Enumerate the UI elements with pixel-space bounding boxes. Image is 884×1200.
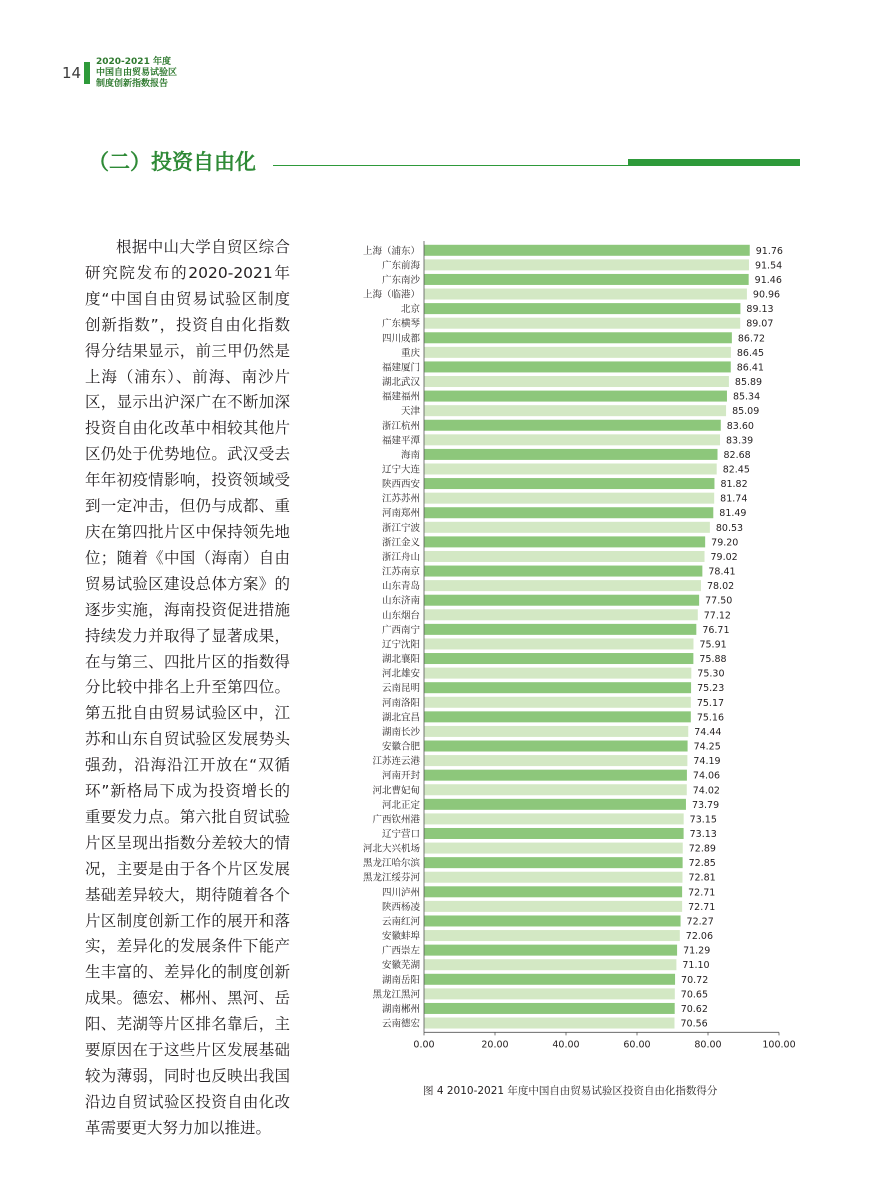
bar bbox=[424, 770, 687, 781]
bar bbox=[424, 959, 676, 970]
bar bbox=[424, 930, 680, 941]
value-label: 71.29 bbox=[683, 945, 711, 957]
category-label: 浙江舟山 bbox=[381, 551, 420, 563]
category-label: 河北雄安 bbox=[381, 668, 420, 680]
category-label: 广西南宁 bbox=[381, 624, 420, 636]
category-label: 广西崇左 bbox=[381, 945, 420, 957]
value-label: 80.53 bbox=[715, 522, 744, 534]
bar bbox=[424, 988, 675, 999]
category-label: 广东横琴 bbox=[381, 318, 420, 330]
category-label: 重庆 bbox=[400, 347, 420, 359]
value-label: 72.71 bbox=[688, 901, 716, 913]
value-label: 82.45 bbox=[722, 464, 750, 476]
bar bbox=[424, 507, 713, 518]
value-label: 76.71 bbox=[702, 624, 730, 636]
bar bbox=[424, 799, 686, 810]
bar bbox=[424, 784, 687, 795]
value-label: 86.41 bbox=[736, 362, 764, 374]
x-tick-label: 60.00 bbox=[623, 1039, 651, 1051]
category-label: 湖北武汉 bbox=[381, 377, 420, 389]
report-title-line: 2020-2021 年度 bbox=[96, 57, 171, 67]
value-label: 81.82 bbox=[720, 479, 748, 491]
x-tick-label: 40.00 bbox=[552, 1039, 580, 1051]
bar bbox=[424, 1018, 674, 1029]
value-label: 72.71 bbox=[688, 887, 716, 899]
bar bbox=[424, 551, 705, 562]
report-title bbox=[96, 57, 177, 90]
bar bbox=[424, 536, 705, 547]
bar bbox=[424, 274, 749, 285]
value-label: 85.09 bbox=[732, 406, 760, 418]
bar bbox=[424, 609, 698, 620]
title-rule-accent bbox=[628, 159, 800, 166]
bar bbox=[424, 595, 699, 606]
category-label: 四川成都 bbox=[381, 333, 420, 345]
x-tick-label: 20.00 bbox=[481, 1039, 509, 1051]
value-label: 82.68 bbox=[723, 449, 751, 461]
value-label: 73.15 bbox=[689, 814, 717, 826]
value-label: 85.89 bbox=[734, 377, 763, 389]
category-label: 黑龙江哈尔滨 bbox=[362, 858, 420, 870]
value-label: 81.49 bbox=[719, 508, 747, 520]
value-label: 83.60 bbox=[726, 420, 754, 432]
category-label: 安徽合肥 bbox=[381, 741, 420, 753]
category-label: 广东南沙 bbox=[381, 274, 420, 286]
bar bbox=[424, 813, 684, 824]
category-label: 浙江金义 bbox=[381, 537, 420, 549]
header-accent-bar bbox=[84, 62, 90, 84]
value-label: 89.07 bbox=[746, 318, 774, 330]
category-label: 湖南长沙 bbox=[381, 726, 420, 738]
bar bbox=[424, 653, 693, 664]
category-label: 河南开封 bbox=[381, 770, 420, 782]
page-number: 14 bbox=[62, 64, 82, 82]
value-label: 72.06 bbox=[685, 931, 714, 943]
bar bbox=[424, 332, 732, 343]
body-text bbox=[85, 235, 290, 1142]
category-label: 山东烟台 bbox=[381, 610, 420, 622]
value-label: 74.06 bbox=[692, 770, 721, 782]
value-label: 75.17 bbox=[696, 697, 725, 709]
category-label: 辽宁沈阳 bbox=[381, 639, 420, 651]
value-label: 85.34 bbox=[732, 391, 761, 403]
bar bbox=[424, 697, 691, 708]
bar bbox=[424, 974, 675, 985]
report-title-line: 中国自由贸易试验区 bbox=[96, 68, 178, 78]
value-label: 89.13 bbox=[746, 304, 774, 316]
bar bbox=[424, 682, 691, 693]
bar bbox=[424, 376, 729, 387]
value-label: 90.96 bbox=[752, 289, 781, 301]
category-label: 湖北襄阳 bbox=[381, 654, 420, 666]
category-label: 上海（临港） bbox=[362, 289, 420, 301]
value-label: 81.74 bbox=[720, 493, 748, 505]
category-label: 安徽蚌埠 bbox=[381, 931, 420, 943]
bar bbox=[424, 405, 726, 416]
report-title-line: 制度创新指数报告 bbox=[96, 79, 169, 89]
x-tick-label: 80.00 bbox=[694, 1039, 722, 1051]
value-label: 79.20 bbox=[711, 537, 739, 549]
category-label: 海南 bbox=[400, 449, 420, 461]
bar bbox=[424, 391, 727, 402]
value-label: 75.88 bbox=[699, 654, 727, 666]
category-label: 上海（浦东） bbox=[362, 245, 420, 257]
bar bbox=[424, 668, 691, 679]
bar bbox=[424, 857, 683, 868]
bar bbox=[424, 289, 747, 300]
value-label: 73.13 bbox=[689, 828, 717, 840]
x-tick-label: 0.00 bbox=[413, 1039, 435, 1051]
bar bbox=[424, 478, 714, 489]
value-label: 86.72 bbox=[737, 333, 766, 345]
bar bbox=[424, 711, 691, 722]
bar bbox=[424, 361, 731, 372]
bar bbox=[424, 755, 687, 766]
value-label: 74.19 bbox=[693, 756, 721, 768]
category-label: 福建平潭 bbox=[381, 435, 420, 447]
value-label: 83.39 bbox=[726, 435, 754, 447]
bar bbox=[424, 303, 740, 314]
value-label: 74.02 bbox=[692, 785, 720, 797]
bar bbox=[424, 901, 682, 912]
value-label: 75.30 bbox=[697, 668, 725, 680]
category-label: 福建福州 bbox=[381, 391, 420, 403]
bar bbox=[424, 945, 677, 956]
value-label: 71.10 bbox=[682, 960, 710, 972]
category-label: 福建厦门 bbox=[381, 362, 420, 374]
category-label: 江苏苏州 bbox=[381, 493, 420, 505]
value-label: 78.41 bbox=[708, 566, 736, 578]
bar bbox=[424, 726, 688, 737]
category-label: 河北曹妃甸 bbox=[372, 785, 420, 797]
value-label: 72.89 bbox=[688, 843, 716, 855]
value-label: 75.23 bbox=[697, 683, 725, 695]
value-label: 73.79 bbox=[691, 799, 720, 811]
category-label: 云南德宏 bbox=[381, 1018, 420, 1030]
value-label: 79.02 bbox=[710, 551, 738, 563]
category-label: 湖南郴州 bbox=[381, 1003, 420, 1015]
category-label: 河北正定 bbox=[381, 799, 420, 811]
category-label: 湖北宜昌 bbox=[381, 712, 420, 724]
figure-caption: 图 4 2010-2021 年度中国自由贸易试验区投资自由化指数得分 bbox=[423, 1085, 718, 1097]
bar bbox=[424, 347, 731, 358]
category-label: 天津 bbox=[400, 406, 420, 418]
category-label: 江苏南京 bbox=[381, 566, 420, 578]
category-label: 湖南岳阳 bbox=[381, 974, 420, 986]
category-label: 黑龙江绥芬河 bbox=[362, 872, 420, 884]
category-label: 山东济南 bbox=[381, 595, 420, 607]
section-title: （二）投资自由化 bbox=[88, 150, 256, 174]
bar bbox=[424, 493, 714, 504]
value-label: 74.25 bbox=[693, 741, 721, 753]
value-label: 91.76 bbox=[755, 245, 783, 257]
bar bbox=[424, 828, 684, 839]
value-label: 70.72 bbox=[681, 974, 709, 986]
category-label: 河南郑州 bbox=[381, 508, 420, 520]
bar bbox=[424, 463, 717, 474]
category-label: 浙江宁波 bbox=[381, 522, 420, 534]
value-label: 70.62 bbox=[680, 1003, 708, 1015]
bar bbox=[424, 420, 721, 431]
bar bbox=[424, 566, 702, 577]
category-label: 浙江杭州 bbox=[381, 420, 420, 432]
category-label: 云南红河 bbox=[381, 916, 420, 928]
category-label: 辽宁大连 bbox=[381, 464, 420, 476]
value-label: 91.46 bbox=[754, 274, 782, 286]
value-label: 72.27 bbox=[686, 916, 714, 928]
value-label: 75.16 bbox=[696, 712, 725, 724]
bar bbox=[424, 449, 718, 460]
bar bbox=[424, 245, 750, 256]
bar bbox=[424, 741, 688, 752]
category-label: 云南昆明 bbox=[381, 683, 420, 695]
category-label: 陕西西安 bbox=[381, 479, 420, 491]
category-label: 山东青岛 bbox=[381, 581, 420, 593]
category-label: 广西钦州港 bbox=[372, 814, 420, 826]
value-label: 78.02 bbox=[706, 581, 735, 593]
value-label: 86.45 bbox=[736, 347, 765, 359]
bar bbox=[424, 872, 682, 883]
bar bbox=[424, 259, 749, 270]
value-label: 77.12 bbox=[703, 610, 731, 622]
value-label: 75.91 bbox=[699, 639, 727, 651]
bar bbox=[424, 843, 683, 854]
bar bbox=[424, 1003, 675, 1014]
category-label: 河南洛阳 bbox=[381, 697, 420, 709]
value-label: 72.85 bbox=[688, 858, 716, 870]
bar bbox=[424, 624, 696, 635]
body-paragraph: 根据中山大学自贸区综合研究院发布的2020-2021年度“中国自由贸易试验区制度创新指数”，投资自由化指数得分结果显示，前三甲仍然是上海（浦东）、前海、南沙片区，显示出沪深广在不断加深投资自由化改革中相较其他片区仍处于优势地位。武汉受去年年初疫情影响，投资领域受到一定冲击，但仍与成都、重庆在第四批片区中保持领先地位；随着《中国（海南）自由贸易试验区建设总体方案》的逐步实施，海南投资促进措施持续发力并取得了显著成果，在与第三、四批片区的指数得分比较中排名上升至第四位。第五批自由贸易试验区中，江苏和山东自贸试验区发展势头强劲，沿海沿江开放在“双循环”新格局下成为投资增长的重要发力点。第六批自贸试验片区呈现出指数分差较大的情况，主要是由于各个片区发展基础差异较大，期待随着各个片区制度创新工作的展开和落实，差异化的发展条件下能产生丰富的、差异化的制度创新成果。德宏、郴州、黑河、岳阳、芜湖等片区排名靠后，主要原因在于这些片区发展基础较为薄弱，同时也反映出我国沿边自贸试验区投资自由化改革需要更大努力加以推进。 bbox=[85, 238, 290, 1137]
bar bbox=[424, 522, 710, 533]
value-label: 74.44 bbox=[694, 726, 722, 738]
category-label: 陕西杨凌 bbox=[381, 901, 420, 913]
bar bbox=[424, 434, 720, 445]
value-label: 77.50 bbox=[705, 595, 733, 607]
value-label: 70.65 bbox=[680, 989, 709, 1001]
value-label: 91.54 bbox=[754, 260, 783, 272]
investment-liberalization-bar-chart bbox=[340, 238, 810, 1063]
bar bbox=[424, 638, 693, 649]
bar bbox=[424, 915, 681, 926]
category-label: 辽宁营口 bbox=[381, 828, 420, 840]
bar bbox=[424, 318, 740, 329]
category-label: 江苏连云港 bbox=[372, 756, 420, 768]
value-label: 72.81 bbox=[688, 872, 716, 884]
bar bbox=[424, 886, 682, 897]
category-label: 河北大兴机场 bbox=[362, 843, 420, 855]
category-label: 广东前海 bbox=[381, 260, 420, 272]
category-label: 黑龙江黑河 bbox=[372, 989, 420, 1001]
value-label: 70.56 bbox=[680, 1018, 708, 1030]
category-label: 北京 bbox=[400, 304, 420, 316]
bar bbox=[424, 580, 701, 591]
category-label: 四川泸州 bbox=[381, 887, 420, 899]
x-tick-label: 100.00 bbox=[762, 1039, 796, 1051]
category-label: 安徽芜湖 bbox=[381, 960, 420, 972]
